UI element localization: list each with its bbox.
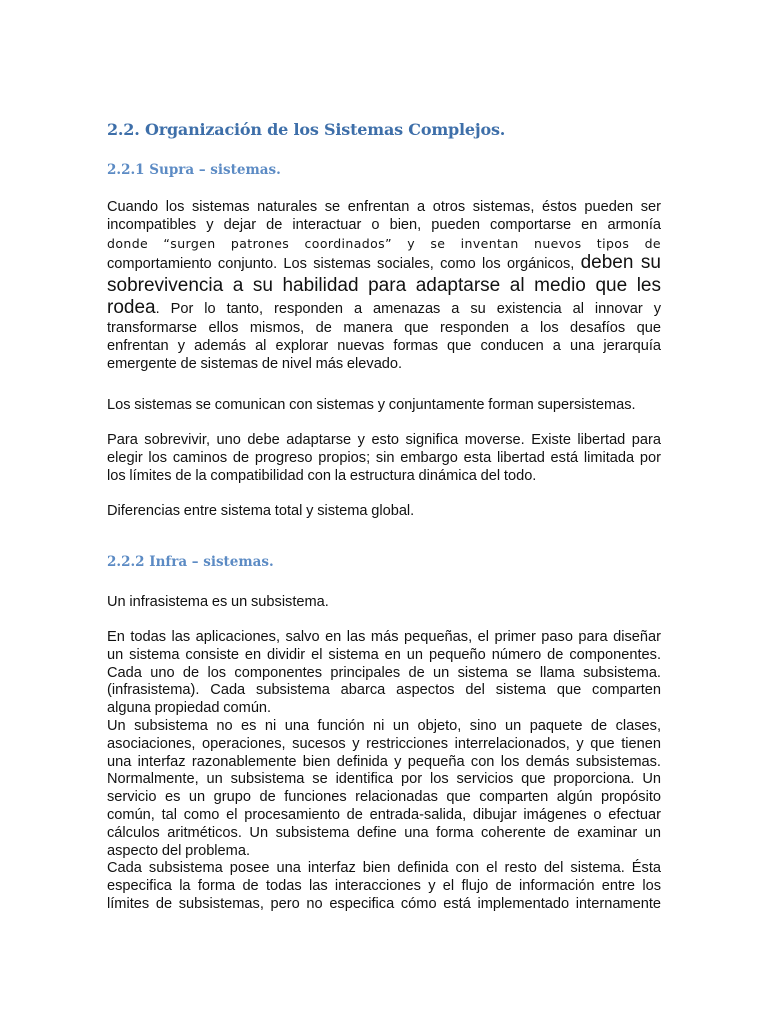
text-line: asociaciones, operaciones, sucesos y restricciones interrelacionados, y que tienen [107,735,661,752]
text-line: En todas las aplicaciones, salvo en las más pequeñas, el primer paso para diseñar [107,629,661,645]
text-line: incompatibles y dejar de interactuar o bien, pueden comportarse en armonía [107,216,661,233]
text-line: Cada subsistema posee una interfaz bien definida con el resto del sistema. Ésta [107,860,661,877]
text-line: alguna propiedad común. [107,700,272,717]
text-line: los límites de la compatibilidad con la estructura dinámica del todo. [107,467,537,484]
text-line: emergente de sistemas de nivel más elevado. [107,355,403,372]
supra-heading: 2.2.1 Supra – sistemas. [107,162,281,178]
text-line: Cuando los sistemas naturales se enfrentan a otros sistemas, éstos pueden ser [107,199,661,215]
text-line: una interfaz razonablemente bien definida y pequeña con los demás subsistemas. [107,753,661,770]
text-line: cálculos aritméticos. Un subsistema define una forma coherente de examinar un [107,824,661,841]
text-line: Un subsistema no es ni una función ni un objeto, sino un paquete de clases, [107,717,661,734]
document-page [107,0,661,1024]
text-line [107,297,661,320]
text-line: común, tal como el procesamiento de entrada-salida, dibujar imágenes o efectuar [107,806,661,823]
infra-heading: 2.2.2 Infra – sistemas. [107,554,274,570]
supra-paragraph-3 [107,432,661,485]
text-line: especifica la forma de todas las interacciones y el flujo de información entre los [107,878,661,895]
text-line: Para sobrevivir, uno debe adaptarse y esto significa moverse. Existe libertad para [107,432,661,448]
text-line: (infrasistema). Cada subsistema abarca aspectos del sistema que comparten [107,682,661,699]
infra-paragraph-1: Un infrasistema es un subsistema. [107,594,329,610]
text-fragment: . Por lo tanto, responden a amenazas a su existencia al innovar y [155,301,661,318]
text-line: donde “surgen patrones coordinados” y se inventan nuevos tipos de [107,235,661,251]
text-line: un sistema consiste en dividir el sistema en un pequeño número de componentes. [107,646,661,663]
supra-paragraph-4: Diferencias entre sistema total y sistema global. [107,503,415,519]
section-title: 2.2. Organización de los Sistemas Complejos. [107,120,506,139]
text-fragment-large: deben su [580,252,661,274]
text-line: elegir los caminos de progreso propios; sin embargo esta libertad está limitada por [107,449,661,466]
text-line [107,252,661,275]
text-line: Normalmente, un subsistema se identifica por los servicios que proporciona. Un [107,771,661,788]
text-line: transformarse ellos mismos, de manera que responden a los desafíos que [107,320,661,337]
text-line-large: sobrevivencia a su habilidad para adaptarse al medio que les [107,275,661,297]
supra-paragraph-2: Los sistemas se comunican con sistemas y conjuntamente forman supersistemas. [107,397,636,413]
text-line: aspecto del problema. [107,842,250,859]
text-line: límites de subsistemas, pero no especifica cómo está implementado internamente [107,895,661,912]
text-line: Cada uno de los componentes principales de un sistema se llama subsistema. [107,664,661,681]
infra-paragraph-2 [107,629,661,914]
text-fragment: comportamiento conjunto. Los sistemas sociales, como los orgánicos, [107,256,581,273]
text-line: enfrentan y además al explorar nuevas formas que conducen a una jerarquía [107,338,661,355]
text-fragment-large: rodea [107,297,156,319]
supra-paragraph-1 [107,199,661,374]
text-line: servicio es un grupo de funciones relacionadas que comparten algún propósito [107,789,661,806]
